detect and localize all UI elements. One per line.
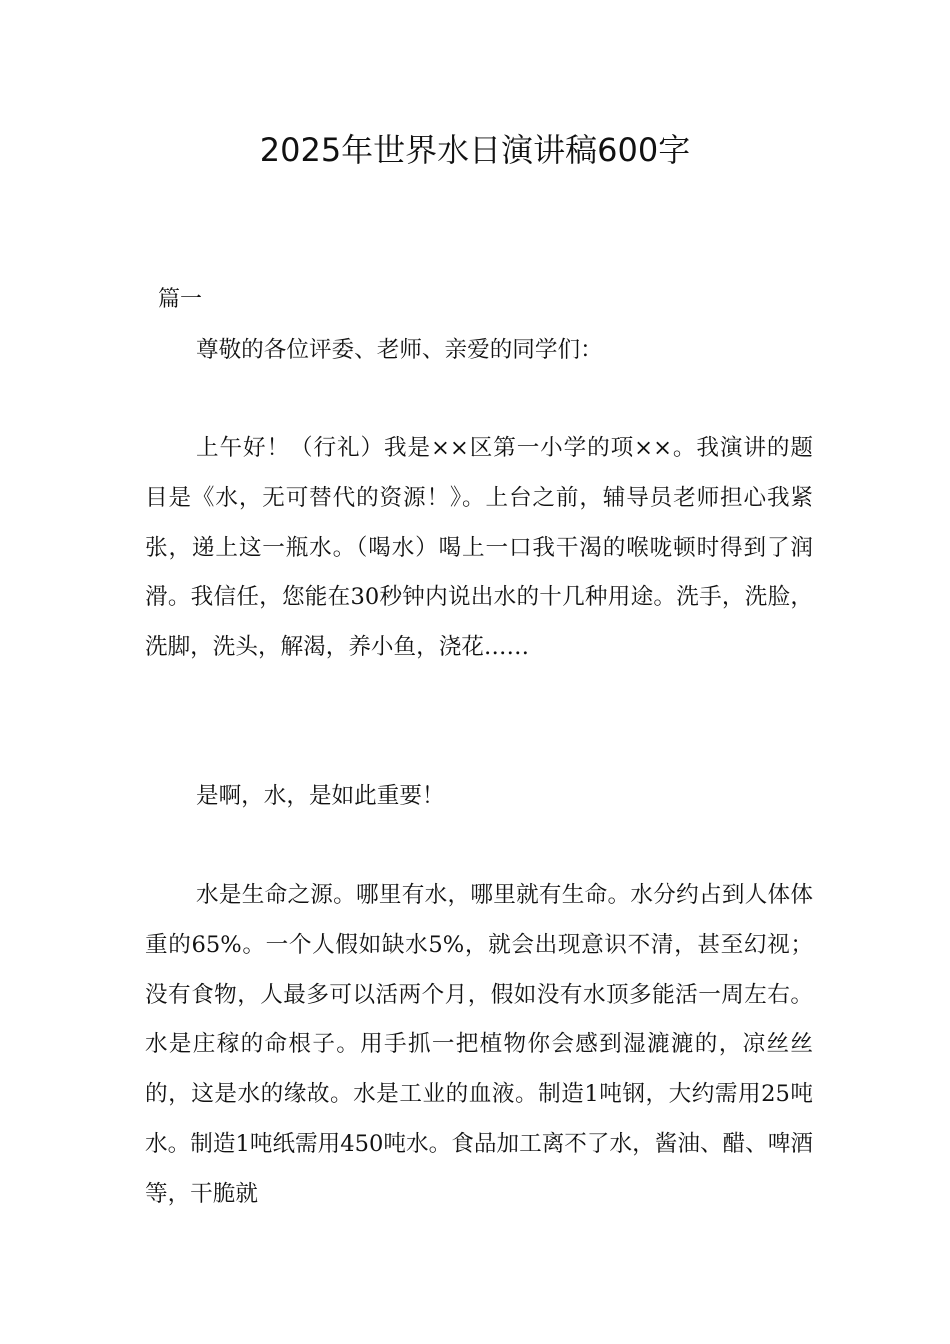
paragraph-intro: 上午好！（行礼）我是××区第一小学的项××。我演讲的题目是《水，无可替代的资源！》。上台之前，辅导员老师担心我紧张，递上这一瓶水。（喝水）喝上一口我干渴的喉咙顿时得到了润滑。我信任，您能在30秒钟内说出水的十几种用途。洗手，洗脸，洗脚，洗头，解渴，养小鱼，浇花…… [145, 435, 813, 661]
paragraph-exclaim: 是啊，水，是如此重要！ [196, 783, 445, 809]
section-label: 篇一 [158, 287, 203, 312]
paragraph-greeting: 尊敬的各位评委、老师、亲爱的同学们： [196, 337, 603, 363]
paragraph-water-source: 水是生命之源。哪里有水，哪里就有生命。水分约占到人体体重的65%。一个人假如缺水5%，就会出现意识不清，甚至幻视；没有食物，人最多可以活两个月，假如没有水顶多能活一周左右。水是庄稼的命根子。用手抓一把植物你会感到湿漉漉的，凉丝丝的，这是水的缘故。水是工业的血液。制造1吨钢，大约需用25吨水。制造1吨纸需用450吨水。食品加工离不了水，酱油、醋、啤酒等，干脆就 [145, 882, 813, 1207]
document-title: 2025年世界水日演讲稿600字 [259, 131, 691, 169]
